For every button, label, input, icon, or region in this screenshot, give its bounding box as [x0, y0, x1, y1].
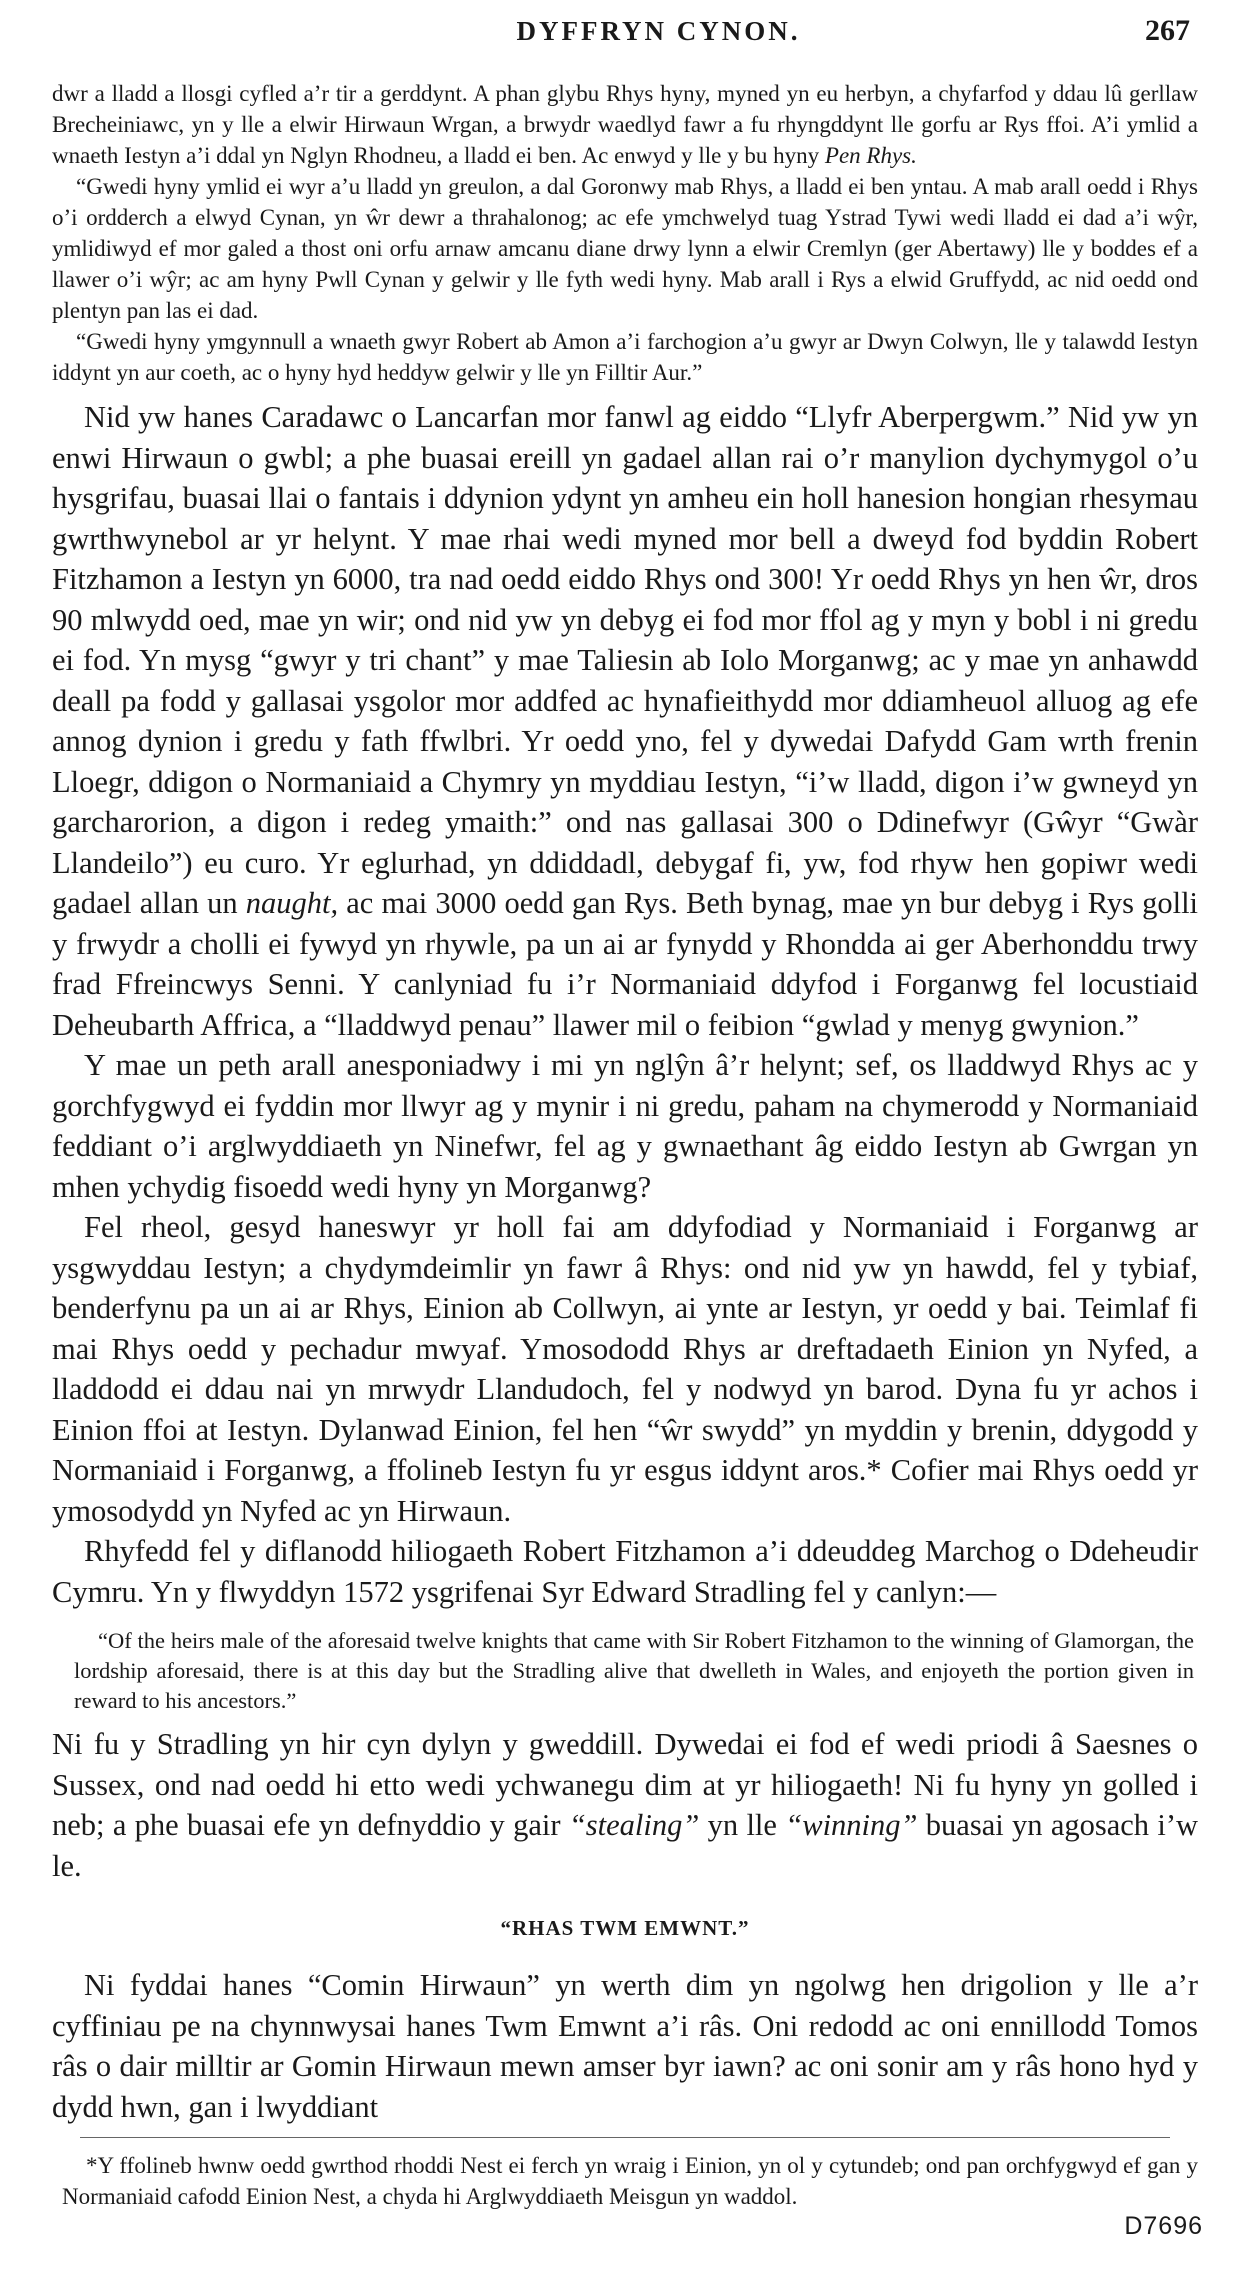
- book-page: [52, 14, 1198, 2212]
- place-name-italic: Pen Rhys.: [824, 143, 917, 168]
- body-text: buasai yn agosach i’w le.: [52, 1808, 1199, 1883]
- winning-italic: “winning”: [785, 1808, 918, 1842]
- section-heading: “RHAS TWM EMWNT.”: [500, 1916, 750, 1940]
- quote-text: dwr a lladd a llosgi cyfled a’r tir a gerddynt. A phan glybu Rhys hyny, myned yn eu herbyn, a chyfarfod y ddau lû gerllaw Brecheiniawc, yn y lle a elwir Hirwaun Wrgan, a brwydr waedlyd fawr a fu rhyngddynt lle gorfu ar Rys ffoi. A’i ymlid a wnaeth Iestyn a’i ddal yn Nglyn Rhodneu, a lladd ei ben. Ac enwyd y lle y bu hyny: [52, 81, 1198, 168]
- page-header: [52, 14, 1198, 52]
- english-quote: “Of the heirs male of the aforesaid twelve knights that came with Sir Robert Fitzhamon to the winning of Glamorgan, the lordship aforesaid, there is at this day but the Stradling alive that dwelleth in Wales, and enjoyeth the portion given in reward to his ancestors.”: [74, 1628, 1194, 1713]
- section-paragraph: Ni fyddai hanes “Comin Hirwaun” yn werth dim yn ngolwg hen drigolion y lle a’r cyffiniau pe na chynnwysai hanes Twm Emwnt a’i râs. Oni redodd ac oni ennillodd Tomos râs o dair milltir ar Gomin Hirwaun mewn amser byr iawn? ac oni sonir am y râs hono hyd y dydd hwn, gan i lwyddiant: [52, 1968, 1198, 2124]
- body-text: Ni fu y Stradling yn hir cyn dylyn y gweddill. Dywedai ei fod ef wedi priodi â Saesnes o Sussex, ond nad oedd hi etto wedi ychwanegu dim at yr hiliogaeth! Ni fu hyny yn golled i neb; a phe buasai efe yn defnyddio y gair: [52, 1727, 1198, 1842]
- body-text: Nid yw hanes Caradawc o Lancarfan mor fanwl ag eiddo “Llyfr Aberpergwm.” Nid yw yn enwi Hirwaun o gwbl; a phe buasai ereill yn gadael allan rai o’r manylion dychymygol o’u hysgrifau, buasai llai o fantais i ddynion ydynt yn amheu ein holl hanesion hongian rhesymau gwrthwynebol ar yr helynt. Y mae rhai wedi myned mor bell a dweyd fod byddin Robert Fitzhamon a Iestyn yn 6000, tra nad oedd eiddo Rhys ond 300! Yr oedd Rhys yn hen ŵr, dros 90 mlwydd oed, mae yn wir; ond nid yw yn debyg ei fod mor ffol ag y myn y bobl i ni gredu ei fod. Yn mysg “gwyr y tri chant” y mae Taliesin ab Iolo Morganwg; ac y mae yn anhawdd deall pa fodd y gallasai ysgolor mor addfed ac hynafieithydd mor ddiamheuol alluog ag efe annog dynion i gredu y fath ffwlbri. Yr oedd yno, fel y dywedai Dafydd Gam wrth frenin Lloegr, ddigon o Normaniaid a Chymry yn myddiau Iestyn, “i’w lladd, digon i’w gwneyd yn garcharorion, a digon i redeg ymaith:” ond nas gallasai 300 o Ddinefwyr (Gŵyr “Gwàr Llandeilo”) eu curo. Yr eglurhad, yn ddiddadl, debygaf fi, yw, fod rhyw hen gopiwr wedi gadael allan un: [52, 400, 1198, 920]
- stealing-italic: “stealing”: [568, 1808, 700, 1842]
- footnote: *Y ffolineb hwnw oedd gwrthod rhoddi Nest ei ferch yn wraig i Einion, yn ol y cytundeb; ond pan orchfygwyd ef gan y Normaniaid cafodd Einion Nest, a chyda hi Arglwyddiaeth Meisgun yn waddol.: [62, 2153, 1198, 2209]
- body-paragraph: [52, 397, 1198, 1045]
- quote-paragraph: “Gwedi hyny ymgynnull a wnaeth gwyr Robert ab Amon a’i farchogion a’u gwyr ar Dwyn Colwyn, lle y talawdd Iestyn iddynt yn aur coeth, ac o hyny hyd heddyw gelwir y lle yn Filltir Aur.”: [52, 329, 1198, 385]
- body-text: ac mai 3000 oedd gan Rys. Beth bynag, mae yn bur debyg i Rys golli y frwydr a cholli ei fywyd yn rhywle, pa un ai ar fynydd y Rhondda ai ger Aberhonddu trwy frad Ffreincwys Senni. Y canlyniad fu i’r Normaniaid ddyfod i Forganwg fel locustiaid Deheubarth Affrica, a “lladdwyd penau” llawer mil o feibion “gwlad y menyg gwynion.”: [52, 886, 1199, 1042]
- body-paragraph: Rhyfedd fel y diflanodd hiliogaeth Robert Fitzhamon a’i ddeuddeg Marchog o Ddeheudir Cymru. Yn y flwyddyn 1572 ysgrifenai Syr Edward Stradling fel y canlyn:—: [52, 1534, 1198, 1609]
- quote-paragraph: “Gwedi hyny ymlid ei wyr a’u lladd yn greulon, a dal Goronwy mab Rhys, a lladd ei ben yntau. A mab arall oedd i Rhys o’i ordderch a elwyd Cynan, yn ŵr dewr a thrahalonog; ac efe ymchwelyd tuag Ystrad Tywi wedi lladd ei dad a’i wŷr, ymlidiwyd ef mor galed a thost oni orfu arnaw amcanu diane drwy lynn a elwir Cremlyn (ger Abertawy) lle y boddes ef a llawer o’i wŷr; ac am hyny Pwll Cynan y gelwir y lle fyth wedi hyny. Mab arall i Rys a elwid Gruffydd, ac nid oedd ond plentyn pan las ei dad.: [52, 174, 1198, 323]
- body-paragraph: Y mae un peth arall anesponiadwy i mi yn nglŷn â’r helynt; sef, os lladdwyd Rhys ac y gorchfygwyd ei fyddin mor llwyr ag y mynir i ni gredu, paham na chymerodd y Normaniaid feddiant o’i arglwyddiaeth yn Ninefwr, fel ag y gwnaethant âg eiddo Iestyn ab Gwrgan yn mhen ychydig fisoedd wedi hyny yn Morganwg?: [52, 1048, 1198, 1204]
- footnote-divider: [80, 2137, 1170, 2138]
- archive-stamp: D7696: [1124, 2212, 1203, 2240]
- page-number: 267: [1145, 14, 1190, 47]
- body-text: yn lle: [707, 1808, 777, 1842]
- naught-italic: naught,: [245, 886, 339, 920]
- quote-paragraph: [52, 78, 1198, 171]
- running-title: DYFFRYN CYNON.: [516, 16, 801, 46]
- body-paragraph: Fel rheol, gesyd haneswyr yr holl fai am ddyfodiad y Normaniaid i Forganwg ar ysgwyddau Iestyn; a chydymdeimlir yn fawr â Rhys: ond nid yw yn hawdd, fel y tybiaf, benderfynu pa un ai ar Rhys, Einion ab Collwyn, ai ynte ar Iestyn, yr oedd y bai. Teimlaf fi mai Rhys oedd y pechadur mwyaf. Ymosododd Rhys ar dreftadaeth Einion yn Nyfed, a lladdodd ei ddau nai yn mrwydr Llandudoch, fel y nodwyd yn barod. Dyna fu yr achos i Einion ffoi at Iestyn. Dylanwad Einion, fel hen “ŵr swydd” yn myddin y brenin, ddygodd y Normaniaid i Forganwg, a ffolineb Iestyn fu yr esgus iddynt aros.* Cofier mai Rhys oedd yr ymosodydd yn Nyfed ac yn Hirwaun.: [52, 1210, 1198, 1528]
- body-paragraph: [52, 1724, 1198, 1886]
